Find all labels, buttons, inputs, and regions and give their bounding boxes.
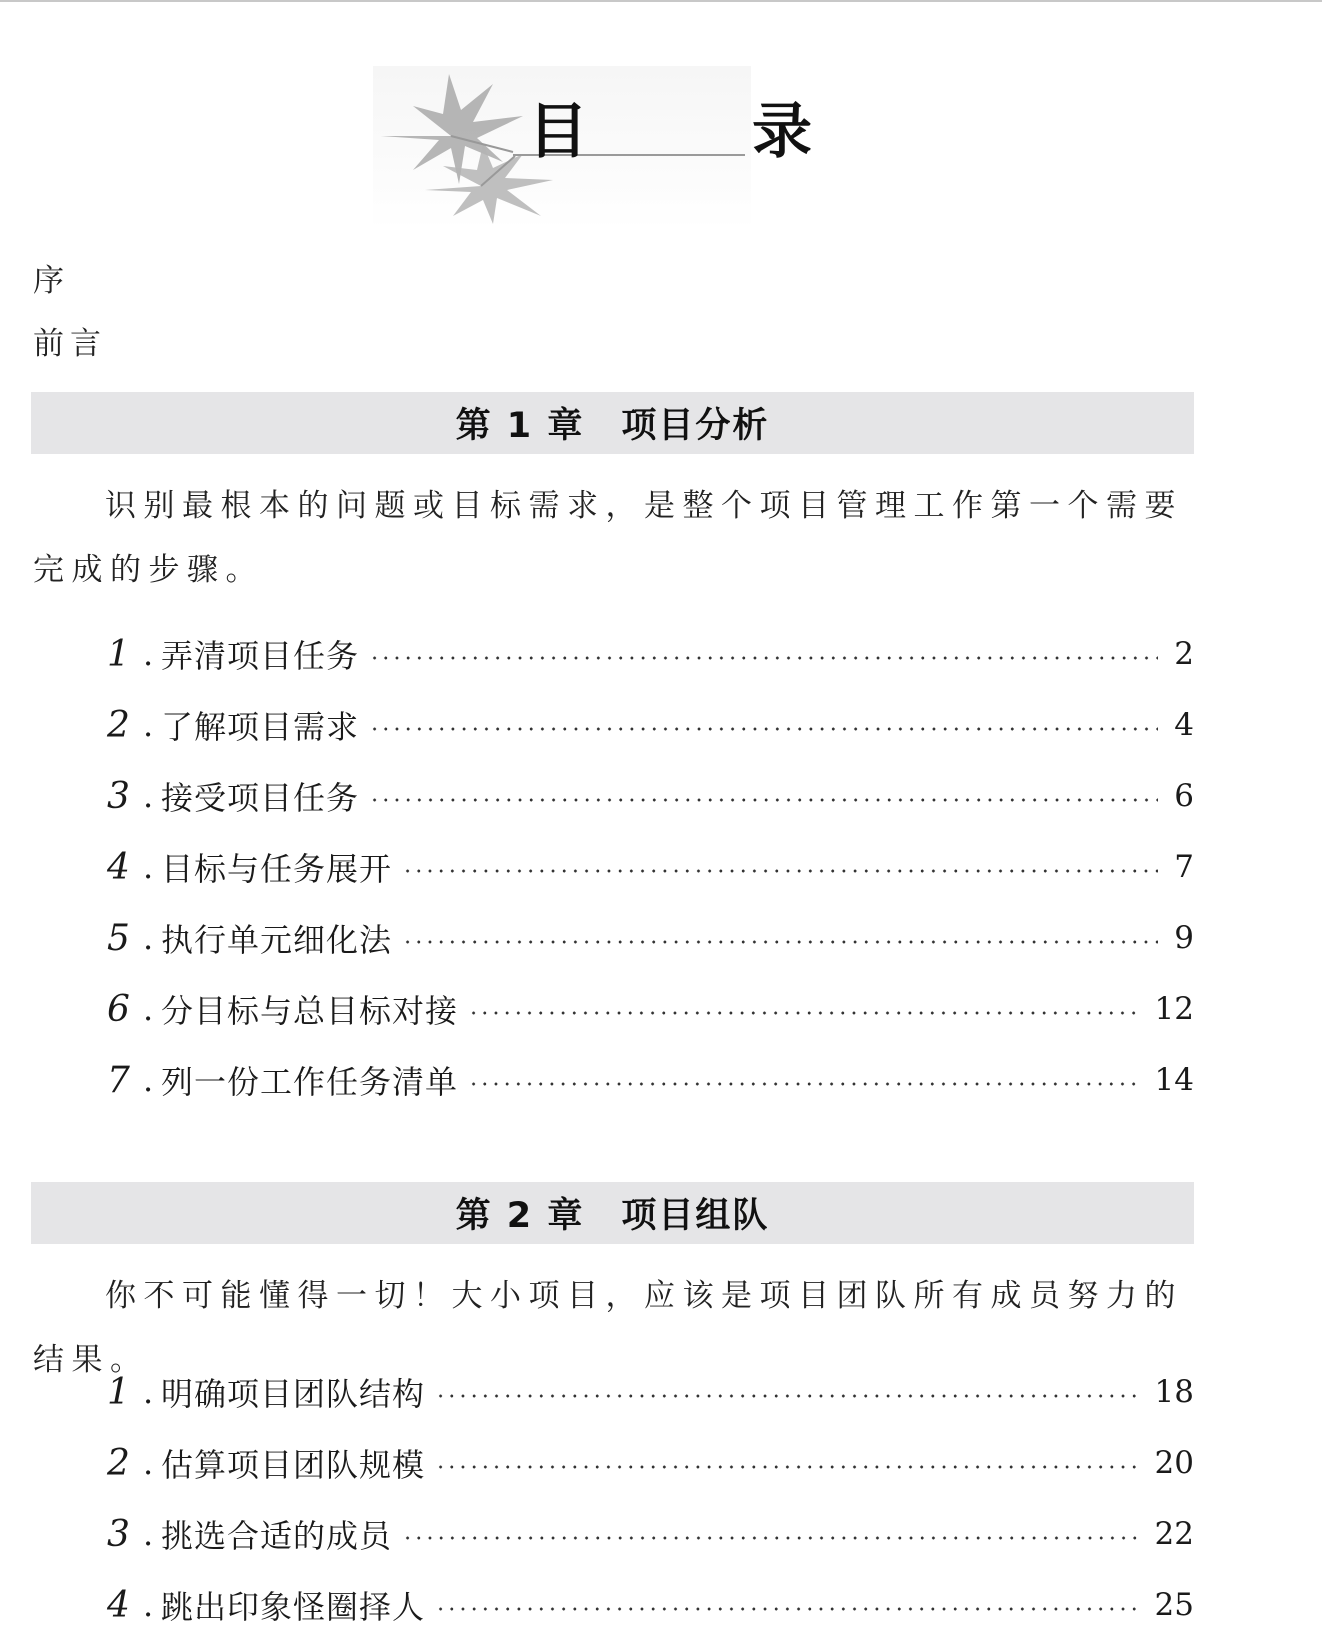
toc-entry[interactable]: 2 . 了解项目需求 4: [107, 700, 1194, 750]
toc-entry[interactable]: 6 . 分目标与总目标对接 12: [107, 984, 1194, 1034]
entry-page: 4: [1174, 707, 1194, 743]
entry-title: 跳出印象怪圈择人: [161, 1588, 426, 1626]
page-title: 目 录: [528, 97, 864, 167]
chapter-1-intro: 识别最根本的问题或目标需求，是整个项目管理工作第一个需要完成的步骤。: [33, 488, 1183, 588]
dot-leader: [468, 1081, 1139, 1087]
entry-number: 1: [107, 1371, 130, 1413]
entry-number: 4: [107, 1584, 130, 1626]
entry-page: 14: [1154, 1062, 1194, 1098]
entry-title: 挑选合适的成员: [161, 1517, 393, 1555]
front-matter-preface[interactable]: 序: [33, 263, 70, 299]
chapter-2-title: 第 2 章 项目组队: [455, 1196, 770, 1236]
entry-page: 18: [1154, 1374, 1194, 1410]
entry-page: 2: [1174, 636, 1194, 672]
toc-entry[interactable]: 7 . 列一份工作任务清单 14: [107, 1055, 1194, 1105]
entry-page: 7: [1174, 849, 1194, 885]
chapter-2-intro: 你不可能懂得一切！大小项目，应该是项目团队所有成员努力的结果。: [33, 1278, 1183, 1378]
toc-entry[interactable]: 3 . 挑选合适的成员 22: [107, 1509, 1194, 1559]
entry-number: 2: [107, 704, 130, 746]
title-banner: [373, 66, 864, 230]
dot-leader: [402, 1535, 1139, 1541]
dot-leader: [435, 1606, 1139, 1612]
entry-title: 列一份工作任务清单: [161, 1063, 459, 1101]
dot-leader: [435, 1393, 1139, 1399]
toc-entry[interactable]: 2 . 估算项目团队规模 20: [107, 1438, 1194, 1488]
dot-leader: [435, 1464, 1139, 1470]
toc-entry[interactable]: 3 . 接受项目任务 6: [107, 771, 1194, 821]
entry-page: 12: [1154, 991, 1194, 1027]
toc-entry[interactable]: 4 . 跳出印象怪圈择人 25: [107, 1580, 1194, 1630]
entry-title: 执行单元细化法: [161, 921, 393, 959]
entry-page: 6: [1174, 778, 1194, 814]
entry-number: 3: [107, 1513, 130, 1555]
entry-number: 5: [107, 917, 130, 959]
entry-title: 了解项目需求: [161, 708, 360, 746]
toc-entry[interactable]: 1 . 明确项目团队结构 18: [107, 1367, 1194, 1417]
entry-number: 7: [107, 1059, 130, 1101]
dot-leader: [402, 868, 1158, 874]
dot-leader: [369, 726, 1158, 732]
entry-number: 4: [107, 846, 130, 888]
entry-title: 估算项目团队规模: [161, 1446, 426, 1484]
dot-leader: [369, 655, 1158, 661]
entry-number: 3: [107, 775, 130, 817]
toc-entry[interactable]: 4 . 目标与任务展开 7: [107, 842, 1194, 892]
entry-title: 分目标与总目标对接: [161, 992, 459, 1030]
chapter-1-title: 第 1 章 项目分析: [455, 406, 770, 446]
front-matter-foreword[interactable]: 前言: [33, 326, 107, 362]
entry-page: 25: [1154, 1587, 1194, 1623]
entry-page: 9: [1174, 920, 1194, 956]
entry-title: 目标与任务展开: [161, 850, 393, 888]
entry-page: 20: [1154, 1445, 1194, 1481]
entry-title: 明确项目团队结构: [161, 1375, 426, 1413]
entry-number: 6: [107, 988, 130, 1030]
dot-leader: [468, 1010, 1139, 1016]
chapter-2-banner: [31, 1182, 1194, 1244]
toc-entry[interactable]: 1 . 弄清项目任务 2: [107, 629, 1194, 679]
entry-title: 接受项目任务: [161, 779, 360, 817]
entry-number: 2: [107, 1442, 130, 1484]
chapter-1-banner: [31, 392, 1194, 454]
entry-number: 1: [107, 633, 130, 675]
entry-title: 弄清项目任务: [161, 637, 360, 675]
entry-page: 22: [1154, 1516, 1194, 1552]
toc-entry[interactable]: 5 . 执行单元细化法 9: [107, 913, 1194, 963]
top-border: [0, 0, 1322, 2]
dot-leader: [369, 797, 1158, 803]
dot-leader: [402, 939, 1158, 945]
